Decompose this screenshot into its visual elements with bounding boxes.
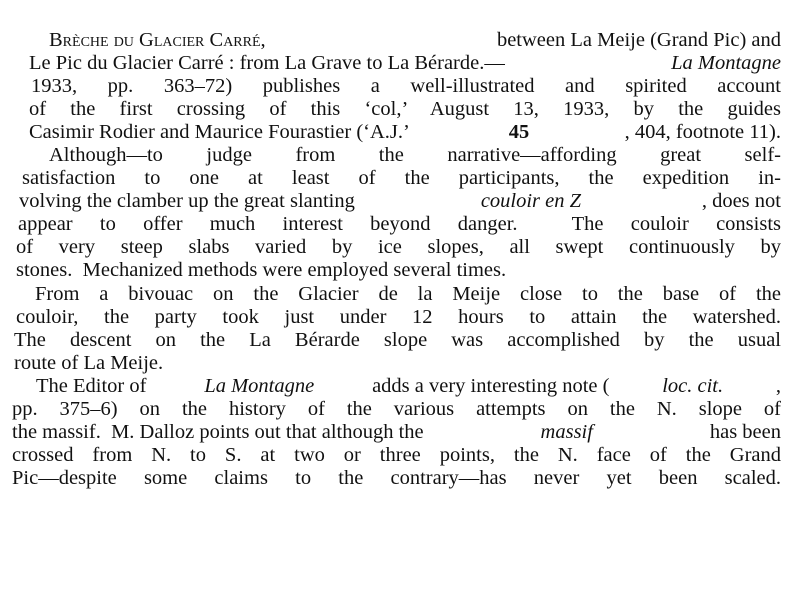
text-segment: Pic—despite some claims to the contrary—has never yet been scaled. (12, 467, 781, 489)
text-segment: Although—to judge from the narrative—affording great self- (49, 144, 781, 166)
text-segment: pp. 375–6) on the history of the various attempts on the N. slope of (12, 398, 781, 420)
text-segment: From a bivouac on the Glacier de la Meije close to the base of the (35, 283, 781, 305)
text-line (12, 398, 781, 421)
text-line (12, 467, 781, 490)
text-line (31, 75, 781, 98)
text-line (16, 259, 781, 282)
text-segment: Brèche du Glacier Carré, (49, 29, 266, 51)
text-segment: Le Pic du Glacier Carré : from La Grave to La Bérarde.— (29, 52, 505, 74)
text-line (12, 421, 781, 444)
text-line (12, 444, 781, 467)
text-segment: has been (704, 421, 781, 443)
text-line (49, 29, 781, 52)
text-line (29, 98, 781, 121)
text-line (14, 352, 781, 375)
text-line (29, 121, 781, 144)
text-segment: stones. Mechanized methods were employed several times. (16, 259, 507, 281)
text-segment: La Montagne (671, 52, 781, 74)
text-segment: , does not (701, 190, 781, 212)
text-line (16, 236, 781, 259)
text-segment: route of La Meije. (14, 352, 164, 374)
text-segment: 45 (508, 121, 530, 143)
text-segment: between La Meije (Grand Pic) and (491, 29, 781, 51)
text-line (14, 329, 781, 352)
text-segment: The descent on the La Bérarde slope was accomplished by the usual (14, 329, 781, 351)
text-segment: couloir en Z (480, 190, 582, 212)
text-line (16, 306, 781, 329)
text-segment: La Montagne (204, 375, 315, 397)
text-segment: Casimir Rodier and Maurice Fourastier (‘A.J.’ (29, 121, 414, 143)
text-line (22, 167, 781, 190)
text-line (36, 375, 781, 398)
text-segment: loc. cit. (662, 375, 724, 397)
text-segment: volving the clamber up the great slanting (19, 190, 361, 212)
text-line (35, 283, 781, 306)
text-segment: , (775, 375, 781, 397)
text-segment: of very steep slabs varied by ice slopes, all swept continuously by (16, 236, 781, 258)
text-segment: satisfaction to one at least of the participants, the expedition in- (22, 167, 781, 189)
text-line (18, 213, 781, 236)
text-segment: The Editor of (36, 375, 152, 397)
text-segment: the massif. M. Dalloz points out that although the (12, 421, 429, 443)
text-segment: 1933, pp. 363–72) publishes a well-illustrated and spirited account (31, 75, 781, 97)
text-segment: , 404, footnote 11). (624, 121, 781, 143)
text-segment: adds a very interesting note ( (366, 375, 610, 397)
text-line (29, 52, 781, 75)
text-segment: crossed from N. to S. at two or three points, the N. face of the Grand (12, 444, 781, 466)
text-segment: couloir, the party took just under 12 hours to attain the watershed. (16, 306, 781, 328)
text-segment: massif (540, 421, 593, 443)
text-line (19, 190, 781, 213)
text-segment: appear to offer much interest beyond danger. The couloir consists (18, 213, 781, 235)
text-segment: of the first crossing of this ‘col,’ August 13, 1933, by the guides (29, 98, 781, 120)
text-line (49, 144, 781, 167)
